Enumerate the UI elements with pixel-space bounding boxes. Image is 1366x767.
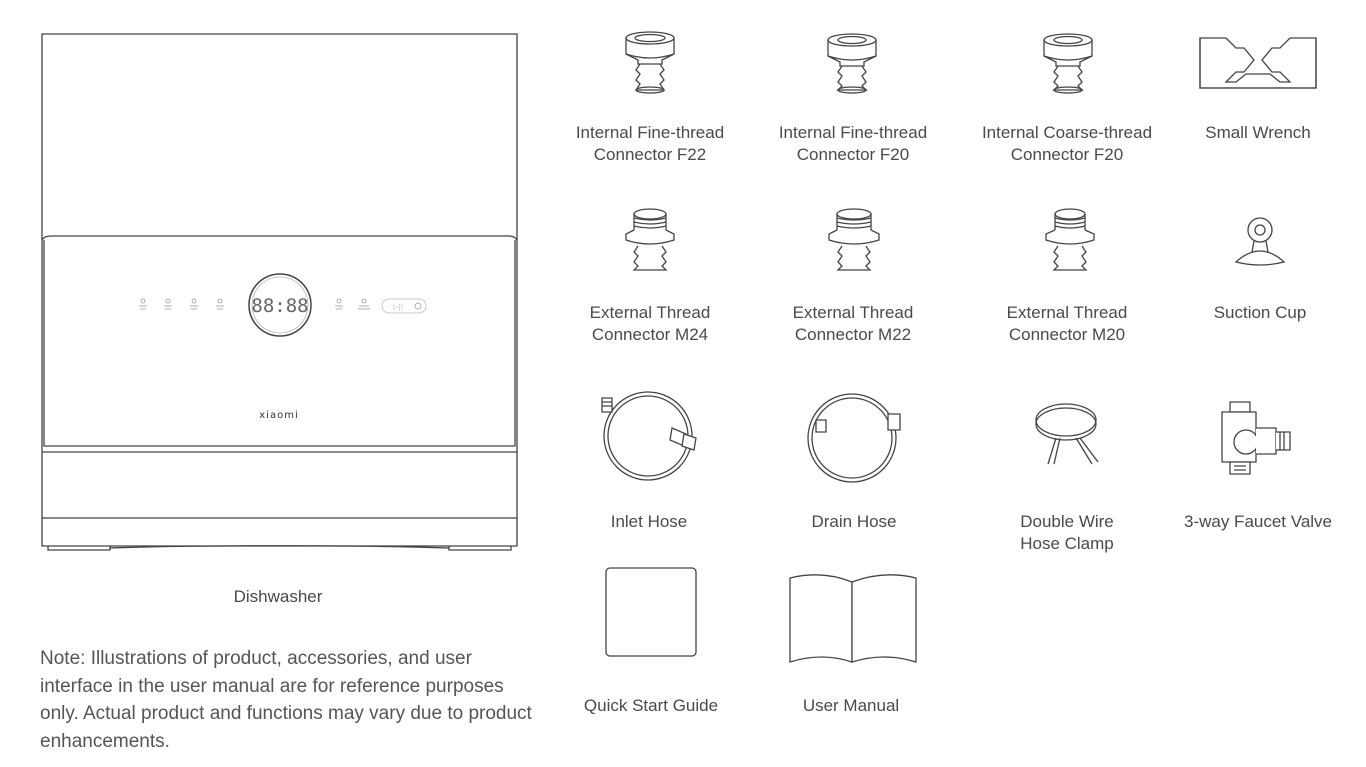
- connector-m24-icon: [620, 206, 680, 274]
- caption-suction-cup: Suction Cup: [1213, 303, 1307, 322]
- disclaimer-note: Note: Illustrations of product, accessories, and user interface in the user manual are for reference purposes only. Actual product and functions may vary due to product enhancements.: [40, 648, 532, 752]
- drain-hose-icon: [804, 390, 908, 486]
- suction-cup-icon: [1232, 214, 1288, 268]
- caption-f20: Internal Fine-thread Connector F20: [778, 123, 928, 164]
- caption-user-manual: User Manual: [802, 696, 900, 715]
- caption-f22: Internal Fine-thread Connector F22: [575, 123, 725, 164]
- dishwasher-caption: Dishwasher: [233, 587, 323, 606]
- caption-m24: External Thread Connector M24: [589, 303, 711, 344]
- connector-m22-icon: [824, 206, 884, 274]
- brand-logo: xiaomi: [259, 410, 299, 421]
- connector-m20-icon: [1040, 206, 1100, 274]
- inlet-hose-icon: [598, 388, 704, 486]
- hose-clamp-icon: [1030, 398, 1104, 468]
- caption-m20: External Thread Connector M20: [1006, 303, 1128, 344]
- connector-f20-icon: [824, 30, 880, 96]
- caption-inlet-hose: Inlet Hose: [610, 512, 688, 531]
- connector-f22-icon: [620, 28, 680, 96]
- caption-hose-clamp: Double Wire Hose Clamp: [1020, 512, 1114, 553]
- display-dial: [249, 274, 311, 336]
- caption-small-wrench: Small Wrench: [1205, 123, 1311, 142]
- faucet-valve-icon: [1216, 398, 1300, 476]
- caption-faucet-valve: 3-way Faucet Valve: [1183, 512, 1333, 531]
- quick-start-guide-icon: [604, 566, 700, 660]
- connector-coarse-f20-icon: [1040, 30, 1096, 96]
- user-manual-icon: [788, 572, 920, 666]
- wrench-icon: [1196, 34, 1320, 92]
- caption-quick-start-guide: Quick Start Guide: [583, 696, 719, 715]
- svg-text:▷||: ▷||: [393, 303, 404, 311]
- caption-m22: External Thread Connector M22: [792, 303, 914, 344]
- dishwasher-illustration: [0, 0, 560, 560]
- caption-coarse-f20: Internal Coarse-thread Connector F20: [981, 123, 1153, 164]
- display-digits: 88:88: [251, 295, 309, 317]
- caption-drain-hose: Drain Hose: [811, 512, 897, 531]
